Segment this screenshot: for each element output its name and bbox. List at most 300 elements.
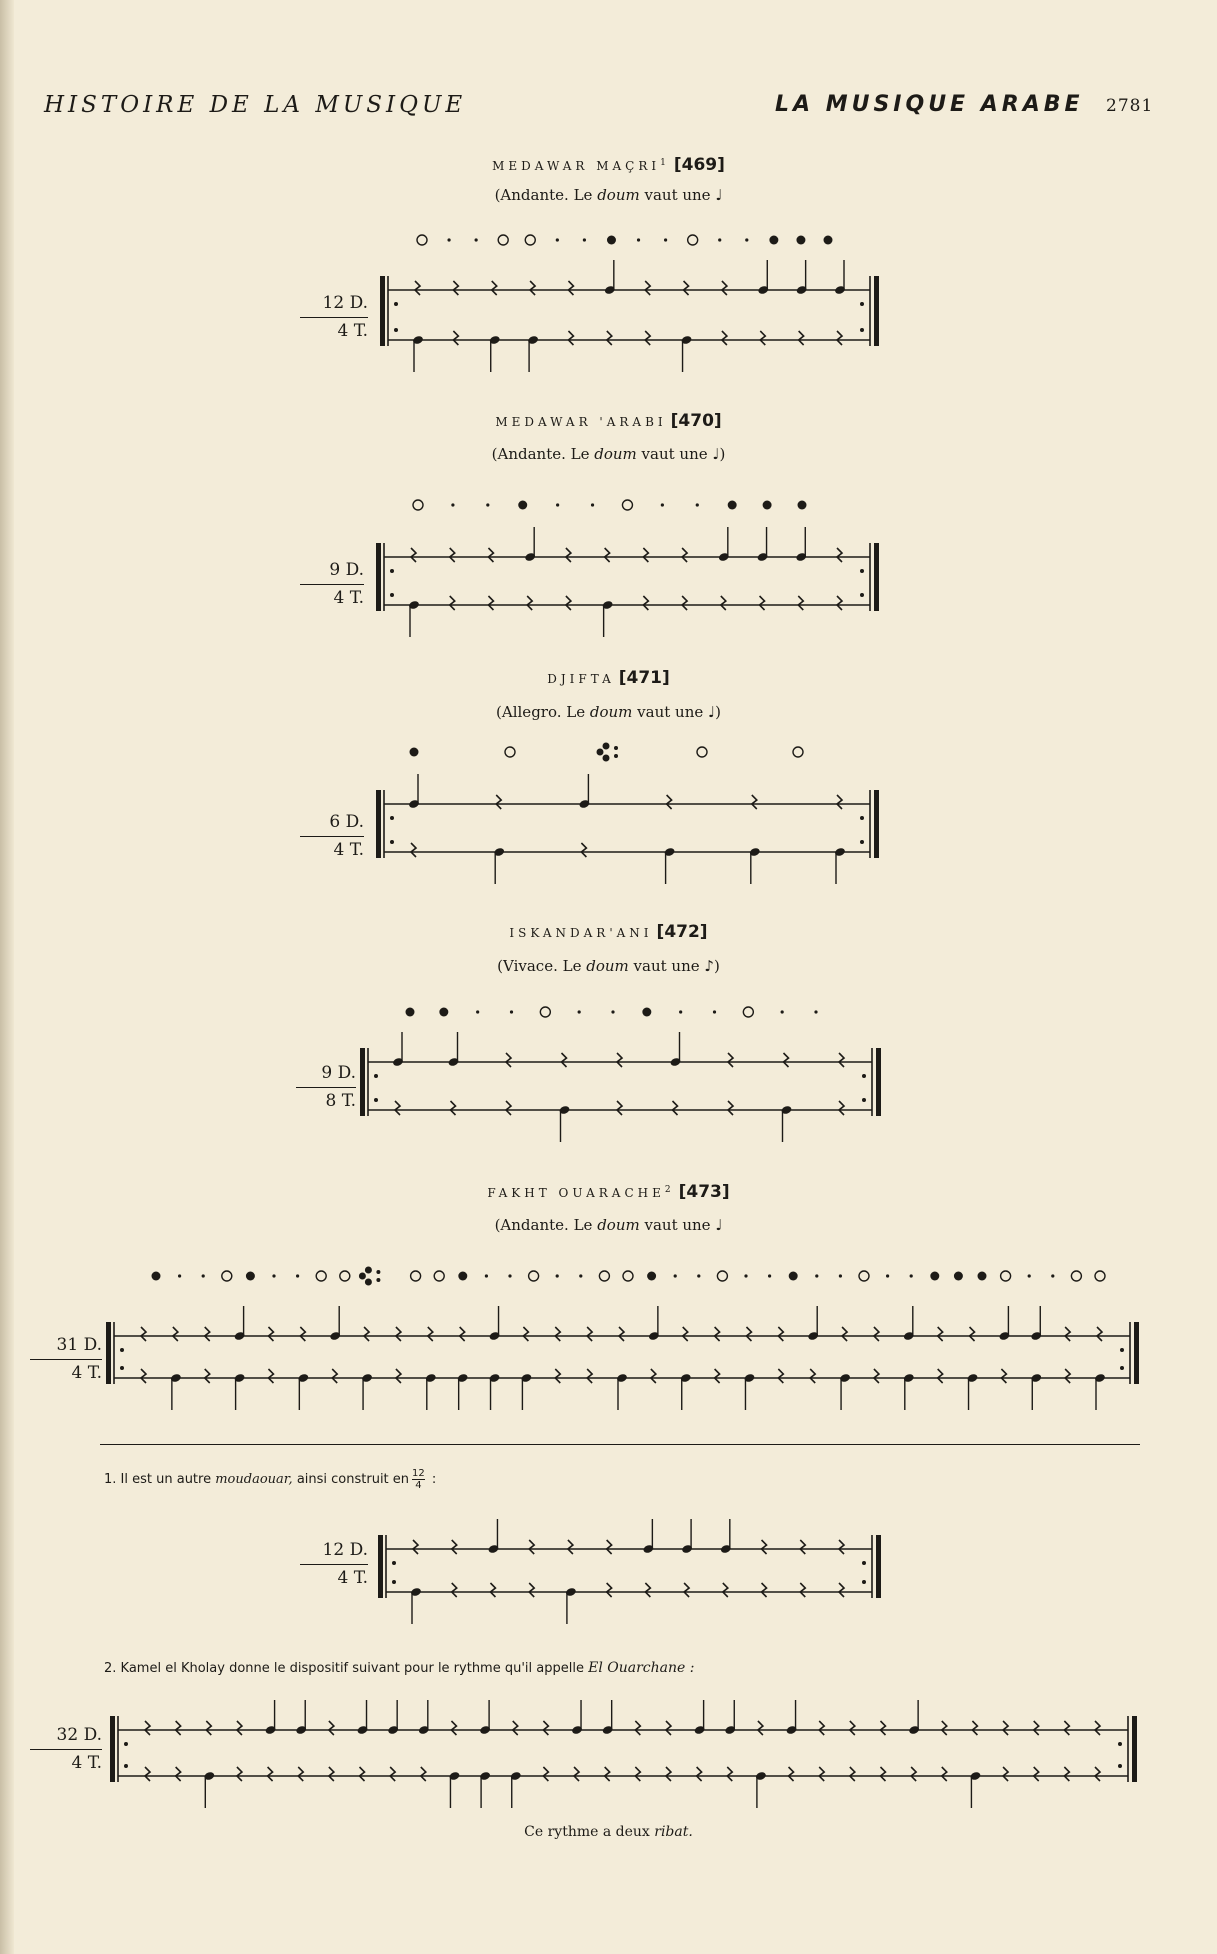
rest-mark [506,1101,511,1115]
dot-symbol [679,1010,682,1013]
dot-symbol [768,1274,771,1277]
dotted-symbol [603,743,610,750]
rest-mark [722,281,727,295]
repeat-dot [124,1764,128,1768]
rest-mark [587,1369,592,1383]
quarter-note-icon: ♩ [715,186,723,204]
rest-mark [635,1767,640,1781]
rest-mark [332,1369,337,1383]
dotted-symbol [614,754,618,758]
dot-symbol [486,503,489,506]
rest-mark [682,596,687,610]
time-fraction: $\frac{12}{4}$ [412,1468,425,1491]
rest-mark [810,1369,815,1383]
repeat-dot [1118,1764,1122,1768]
rest-mark [619,1327,624,1341]
rest-mark [778,1327,783,1341]
rest-mark [141,1327,146,1341]
repeat-dot [860,816,864,820]
tempo-marking: (Andante. Le doum vaut une ♩ [494,186,723,204]
rest-mark [643,548,648,562]
rest-mark [684,1583,689,1597]
footnote-2: 2. Kamel el Kholay donne le dispositif suivant pour le rythme qu'il appelle El Ouarchane : [104,1660,695,1676]
rest-mark [942,1721,947,1735]
rest-mark [762,1540,767,1554]
rest-mark [727,1767,732,1781]
rest-mark [543,1721,548,1735]
dotted-symbol [365,1267,372,1274]
tek-symbol [540,1007,550,1017]
rest-mark [411,843,416,857]
rest-mark [667,795,672,809]
doum-symbol [406,1008,415,1017]
rest-mark [488,596,493,610]
dotted-symbol [597,749,604,756]
rest-mark [574,1767,579,1781]
doum-symbol [647,1272,656,1281]
repeat-dot [392,1561,396,1565]
repeat-dot [860,593,864,597]
rest-mark [396,1327,401,1341]
rest-mark [205,1369,210,1383]
rest-mark [1034,1767,1039,1781]
rest-mark [617,1053,622,1067]
rest-mark [819,1721,824,1735]
meter-label: 12 D. 4 T. [300,290,368,345]
dotted-symbol [603,755,610,762]
dot-symbol [745,238,748,241]
rest-mark [635,1721,640,1735]
tek-symbol [623,1271,633,1281]
tek-symbol [793,747,803,757]
footnote-1: 1. Il est un autre moudaouar, ainsi construit en $\frac{12}{4}$ : [104,1468,437,1491]
meter-label: 12 D. 4 T. [300,1537,368,1592]
rest-mark [529,1540,534,1554]
repeat-dot [120,1348,124,1352]
rest-mark [778,1369,783,1383]
rest-mark [721,596,726,610]
repeat-dot [374,1098,378,1102]
rest-mark [666,1767,671,1781]
tek-symbol [417,235,427,245]
thick-barline [380,276,385,346]
rest-mark [581,843,586,857]
rest-mark [842,1327,847,1341]
rest-mark [568,281,573,295]
rest-mark [141,1369,146,1383]
rest-mark [237,1721,242,1735]
repeat-dot [124,1742,128,1746]
rest-mark [789,1767,794,1781]
rest-mark [173,1327,178,1341]
dot-symbol [556,503,559,506]
rest-mark [360,1767,365,1781]
repeat-dot [390,569,394,573]
rest-mark [1097,1327,1102,1341]
repeat-dot [120,1366,124,1370]
rest-mark [298,1767,303,1781]
dot-symbol [556,238,559,241]
rest-mark [697,1767,702,1781]
rest-mark [666,1721,671,1735]
rest-mark [176,1721,181,1735]
repeat-dot [862,1074,866,1078]
rest-mark [645,1583,650,1597]
rest-mark [530,281,535,295]
dot-symbol [579,1274,582,1277]
rest-mark [682,548,687,562]
repeat-dot [860,328,864,332]
repeat-dot [1118,1742,1122,1746]
rhythm-title: FAKHT OUARACHE$^2$ [473] [487,1182,730,1202]
rest-mark [746,1327,751,1341]
rest-mark [411,548,416,562]
rest-mark [972,1721,977,1735]
thick-barline [360,1048,365,1116]
dot-symbol [611,1010,614,1013]
rest-mark [607,1540,612,1554]
dotted-symbol [376,1270,380,1274]
rest-mark [651,1369,656,1383]
rest-mark [428,1327,433,1341]
rest-mark [1064,1767,1069,1781]
doum-symbol [410,748,419,757]
dot-symbol [1051,1274,1054,1277]
tek-symbol [505,747,515,757]
rest-mark [837,596,842,610]
dot-symbol [578,1010,581,1013]
doum-symbol [769,236,778,245]
repeat-dot [862,1098,866,1102]
dot-symbol [1028,1274,1031,1277]
rest-mark [938,1327,943,1341]
rest-mark [451,1101,456,1115]
dotted-symbol [614,746,618,750]
repeat-dot [394,328,398,332]
rest-mark [543,1767,548,1781]
rest-mark [555,1369,560,1383]
dot-symbol [451,503,454,506]
rest-mark [607,331,612,345]
rest-mark [329,1721,334,1735]
running-head-right: LA MUSIQUE ARABE [775,92,1084,117]
rest-mark [513,1721,518,1735]
tek-symbol [1071,1271,1081,1281]
doum-symbol [518,501,527,510]
tempo-marking: (Vivace. Le doum vaut une ♪) [497,957,720,975]
doum-symbol [978,1272,987,1281]
thick-barline [874,543,879,611]
rest-mark [566,548,571,562]
tek-symbol [222,1271,232,1281]
tek-symbol [525,235,535,245]
tempo-marking: (Allegro. Le doum vaut une ♩) [496,703,721,721]
tek-symbol [434,1271,444,1281]
rest-mark [762,1583,767,1597]
rest-mark [837,795,842,809]
dot-symbol [556,1274,559,1277]
dot-symbol [781,1010,784,1013]
thick-barline [874,790,879,858]
rest-mark [506,1053,511,1067]
caption: Ce rythme a deux ribat. [524,1824,693,1840]
rest-mark [529,1583,534,1597]
meter-label: 9 D. 8 T. [296,1060,356,1115]
dotted-symbol [359,1273,366,1280]
rest-mark [799,331,804,345]
tek-symbol [743,1007,753,1017]
repeat-dot [390,840,394,844]
rest-mark [566,596,571,610]
doum-symbol [798,501,807,510]
tek-symbol [599,1271,609,1281]
dotted-symbol [376,1278,380,1282]
rest-mark [1065,1327,1070,1341]
rest-mark [874,1327,879,1341]
repeat-dot [394,302,398,306]
tek-symbol [529,1271,539,1281]
rest-mark [942,1767,947,1781]
tek-symbol [498,235,508,245]
rhythm-title: DJIFTA [471] [547,668,670,688]
repeat-dot [392,1580,396,1584]
rest-mark [837,331,842,345]
doum-symbol [796,236,805,245]
rest-mark [268,1767,273,1781]
dot-symbol [485,1274,488,1277]
dot-symbol [696,503,699,506]
rest-mark [911,1767,916,1781]
rest-mark [1095,1721,1100,1735]
rest-mark [617,1101,622,1115]
rhythm-title: MEDAWAR 'ARABI [470] [495,411,722,431]
rest-mark [1065,1369,1070,1383]
doum-symbol [763,501,772,510]
rest-mark [1095,1767,1100,1781]
dot-symbol [718,238,721,241]
rest-mark [452,1540,457,1554]
dot-symbol [476,1010,479,1013]
tek-symbol [411,1271,421,1281]
rest-mark [1003,1721,1008,1735]
rest-mark [880,1767,885,1781]
rest-mark [607,1583,612,1597]
thick-barline [874,276,879,346]
rest-mark [450,596,455,610]
rest-mark [839,1053,844,1067]
tek-symbol [340,1271,350,1281]
rest-mark [839,1583,844,1597]
dot-symbol [510,1010,513,1013]
rest-mark [460,1327,465,1341]
rest-mark [645,281,650,295]
doum-symbol [607,236,616,245]
doum-symbol [246,1272,255,1281]
dot-symbol [447,238,450,241]
quarter-note-icon: ♩ [712,445,720,463]
thick-barline [110,1716,115,1782]
repeat-dot [860,840,864,844]
rest-mark [451,1721,456,1735]
rest-mark [568,331,573,345]
dot-symbol [661,503,664,506]
repeat-dot [862,1580,866,1584]
thick-barline [376,790,381,858]
repeat-dot [860,569,864,573]
tek-symbol [1001,1271,1011,1281]
dot-symbol [910,1274,913,1277]
rest-mark [645,331,650,345]
rest-mark [819,1767,824,1781]
doum-symbol [152,1272,161,1281]
quarter-note-icon: ♩ [708,703,716,721]
tek-symbol [859,1271,869,1281]
rest-mark [723,1583,728,1597]
rest-mark [555,1327,560,1341]
thick-barline [1132,1716,1137,1782]
dot-symbol [713,1010,716,1013]
rest-mark [839,1101,844,1115]
rest-mark [850,1721,855,1735]
dot-symbol [886,1274,889,1277]
dot-symbol [815,1274,818,1277]
rest-mark [605,548,610,562]
quarter-note-icon: ♩ [715,1216,723,1234]
rest-mark [722,331,727,345]
rest-mark [496,795,501,809]
repeat-dot [390,593,394,597]
rest-mark [728,1101,733,1115]
eighth-note-icon: ♪ [704,957,714,975]
repeat-dot [390,816,394,820]
doum-symbol [458,1272,467,1281]
repeat-dot [860,302,864,306]
thick-barline [876,1048,881,1116]
rest-mark [453,331,458,345]
rest-mark [395,1101,400,1115]
rest-mark [784,1053,789,1067]
tempo-marking: (Andante. Le doum vaut une ♩ [494,1216,723,1234]
rest-mark [880,1721,885,1735]
rhythm-title: ISKANDAR'ANI [472] [509,922,708,942]
doum-symbol [824,236,833,245]
tempo-marking: (Andante. Le doum vaut une ♩) [491,445,726,463]
rest-mark [684,281,689,295]
rest-mark [605,1767,610,1781]
rest-mark [206,1721,211,1735]
meter-label: 32 D. 4 T. [30,1722,102,1777]
rest-mark [800,1583,805,1597]
repeat-dot [374,1074,378,1078]
repeat-dot [1120,1348,1124,1352]
doum-symbol [642,1008,651,1017]
dot-symbol [178,1274,181,1277]
rest-mark [1034,1721,1039,1735]
rest-mark [268,1369,273,1383]
rest-mark [452,1583,457,1597]
dot-symbol [664,238,667,241]
rest-mark [715,1369,720,1383]
rest-mark [839,1540,844,1554]
thick-barline [106,1322,111,1384]
dot-symbol [202,1274,205,1277]
rest-mark [800,1540,805,1554]
running-head-left: HISTOIRE DE LA MUSIQUE [44,92,467,118]
dotted-symbol [365,1279,372,1286]
rest-mark [562,1053,567,1067]
thick-barline [876,1535,881,1598]
thick-barline [1134,1322,1139,1384]
rest-mark [145,1721,150,1735]
rest-mark [490,1583,495,1597]
rest-mark [568,1540,573,1554]
rest-mark [492,281,497,295]
rest-mark [329,1767,334,1781]
rest-mark [752,795,757,809]
rest-mark [1003,1767,1008,1781]
dot-symbol [637,238,640,241]
rest-mark [837,548,842,562]
rest-mark [300,1327,305,1341]
tek-symbol [697,747,707,757]
dot-symbol [583,238,586,241]
tek-symbol [413,500,423,510]
thick-barline [376,543,381,611]
page-number: 2781 [1106,96,1154,116]
dot-symbol [508,1274,511,1277]
rest-mark [1064,1721,1069,1735]
dot-symbol [296,1274,299,1277]
dot-symbol [839,1274,842,1277]
dot-symbol [674,1274,677,1277]
tek-symbol [316,1271,326,1281]
thick-barline [378,1535,383,1598]
rest-mark [390,1767,395,1781]
meter-label: 31 D. 4 T. [30,1332,102,1387]
rest-mark [364,1327,369,1341]
rest-mark [938,1369,943,1383]
rest-mark [587,1327,592,1341]
doum-symbol [439,1008,448,1017]
rest-mark [970,1327,975,1341]
rest-mark [237,1767,242,1781]
doum-symbol [728,501,737,510]
rest-mark [527,596,532,610]
rhythm-title: MEDAWAR MAÇRI$^1$ [469] [492,155,725,175]
rest-mark [396,1369,401,1383]
rest-mark [728,1053,733,1067]
meter-label: 9 D. 4 T. [300,557,364,612]
rest-mark [176,1767,181,1781]
meter-label: 6 D. 4 T. [300,809,364,864]
rest-mark [205,1327,210,1341]
repeat-dot [862,1561,866,1565]
rest-mark [673,1101,678,1115]
dot-symbol [272,1274,275,1277]
rest-mark [1001,1369,1006,1383]
doum-symbol [930,1272,939,1281]
rest-mark [421,1767,426,1781]
tek-symbol [717,1271,727,1281]
dot-symbol [697,1274,700,1277]
tek-symbol [688,235,698,245]
rest-mark [643,596,648,610]
repeat-dot [1120,1366,1124,1370]
rest-mark [413,1540,418,1554]
rest-mark [758,1721,763,1735]
tek-symbol [622,500,632,510]
rest-mark [683,1327,688,1341]
